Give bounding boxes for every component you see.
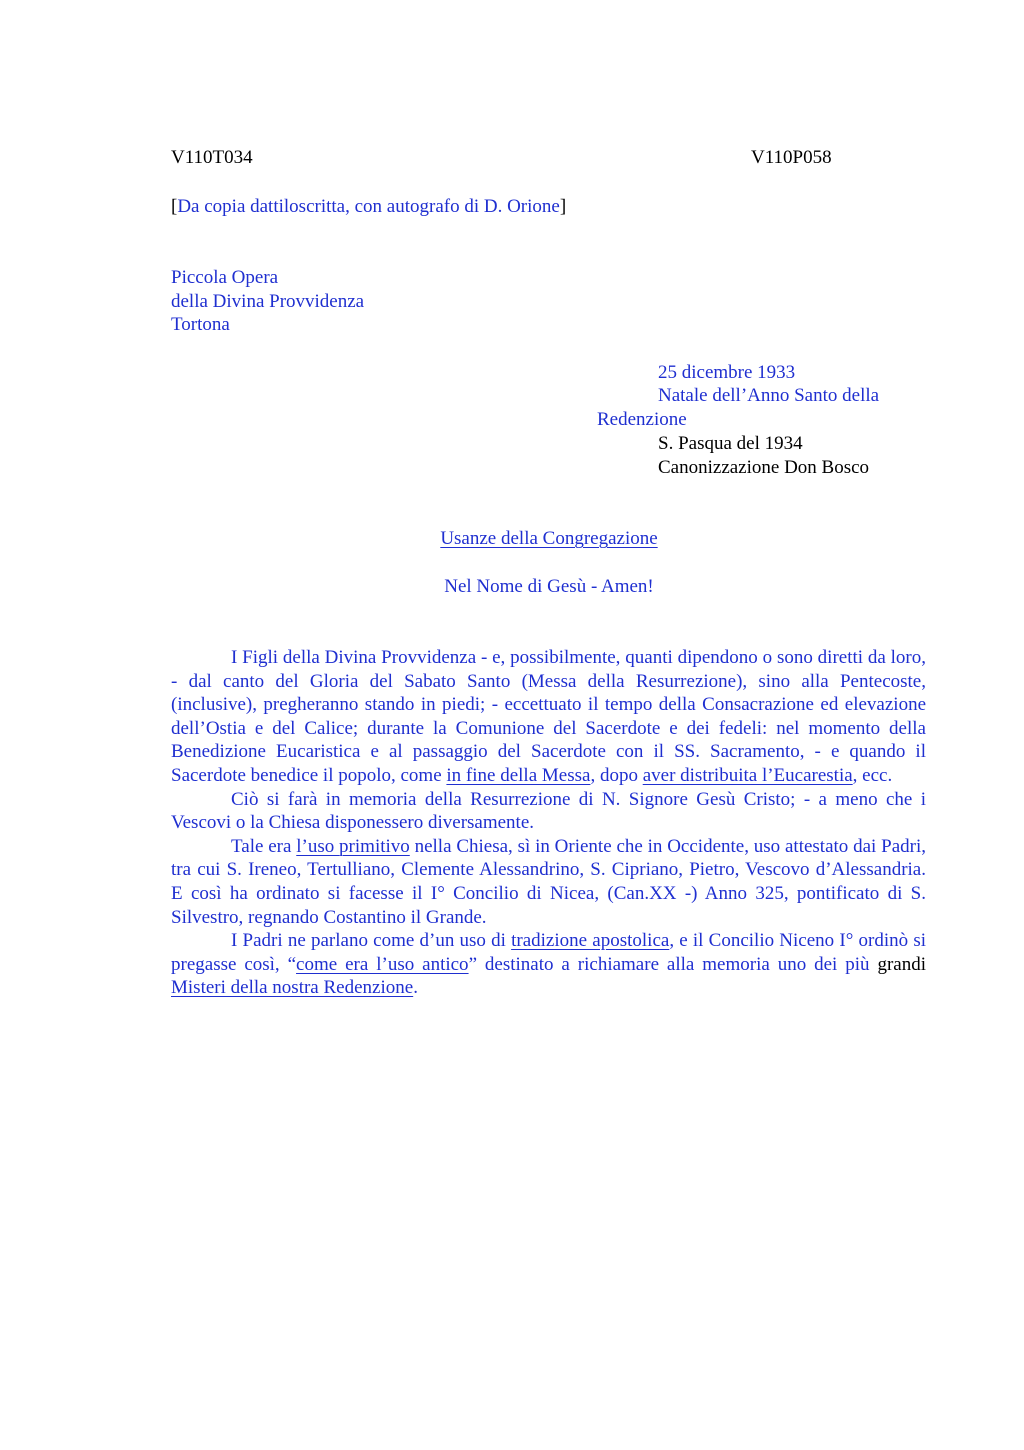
- document-code-right: V110P058: [751, 147, 832, 168]
- paragraph-4-text: I Padri ne parlano come d’un uso di: [231, 930, 512, 952]
- underlined-phrase: Misteri della nostra Redenzione: [171, 977, 414, 999]
- paragraph-4-text: , e il Concilio Niceno I° ordinò si pregasse così, “: [171, 930, 926, 975]
- document-title-text: Usanze della Congregazione: [440, 528, 658, 549]
- paragraph-3-text: nella Chiesa, sì in Oriente che in Occidente, uso attestato dai Padri, tra cui S. Ireneo, Tertulliano, Clemente Alessandrino, S. Cipriano, Pietro, Vescovo d’Alessandria. E così ha ordinato si facesse il I° Concilio di Nicea, (Can.XX -) Anno 325, pontificato di S. Silvestro, regnando Costantino il Grande.: [171, 835, 926, 928]
- underlined-phrase: tradizione apostolica: [511, 930, 670, 952]
- body-paragraph-1: [171, 646, 926, 788]
- document-subtitle: Nel Nome di Gesù - Amen!: [444, 576, 654, 597]
- paragraph-1-text: , ecc.: [852, 764, 893, 786]
- sender-line-3: Tortona: [171, 314, 230, 335]
- underlined-phrase: l’uso primitivo: [296, 835, 410, 857]
- underlined-phrase: come era l’uso antico: [296, 953, 469, 975]
- paragraph-4-black-word: grandi: [877, 953, 926, 975]
- date-line-4: S. Pasqua del 1934: [658, 433, 803, 454]
- paragraph-1-text: I Figli della Divina Provvidenza - e, possibilmente, quanti dipendono o sono diretti da loro, - dal canto del Gloria del Sabato Santo (Messa della Resurrezione), sino alla Pentecoste, (inclusive), pregheranno stando in piedi; - eccettuato il tempo della Consacrazione ed elevazione dell’Ostia e del Calice; durante la Comunione del Sacerdote e dei fedeli: nel momento della Benedizione Eucaristica e al passaggio del Sacerdote con il SS. Sacramento, - e quando il Sacerdote benedice il popolo, come: [171, 647, 926, 786]
- underlined-phrase: in fine della Messa: [446, 764, 591, 786]
- date-line-3: Redenzione: [597, 409, 687, 430]
- paragraph-3-text: Tale era: [231, 835, 297, 857]
- sender-line-2: della Divina Provvidenza: [171, 291, 365, 312]
- body-paragraph-3: [171, 835, 926, 929]
- paragraph-1-text: , dopo: [590, 764, 643, 786]
- underlined-phrase: aver distribuita l’Eucarestia: [642, 764, 853, 786]
- date-line-2: Natale dell’Anno Santo della: [658, 385, 880, 406]
- body-paragraph-4: [171, 929, 926, 1000]
- date-line-5: Canonizzazione Don Bosco: [658, 457, 870, 478]
- source-note-close-bracket: ]: [559, 196, 567, 217]
- document-body: [171, 646, 926, 1000]
- date-line-1: 25 dicembre 1933: [658, 362, 796, 383]
- source-note-open-bracket: [: [171, 196, 178, 217]
- paragraph-2-text: Ciò si farà in memoria della Resurrezione di N. Signore Gesù Cristo; - a meno che i Vescovi o la Chiesa disponessero diversamente.: [171, 788, 926, 834]
- document-code-left: V110T034: [171, 147, 253, 168]
- document-title: [0, 527, 1024, 551]
- body-paragraph-2: [171, 788, 926, 835]
- paragraph-4-text: ” destinato a richiamare alla memoria uno dei più: [468, 953, 878, 975]
- source-note-text: Da copia dattiloscritta, con autografo di D. Orione: [177, 196, 560, 217]
- sender-line-1: Piccola Opera: [171, 267, 279, 288]
- paragraph-4-text: .: [413, 977, 418, 999]
- source-note: [171, 195, 566, 219]
